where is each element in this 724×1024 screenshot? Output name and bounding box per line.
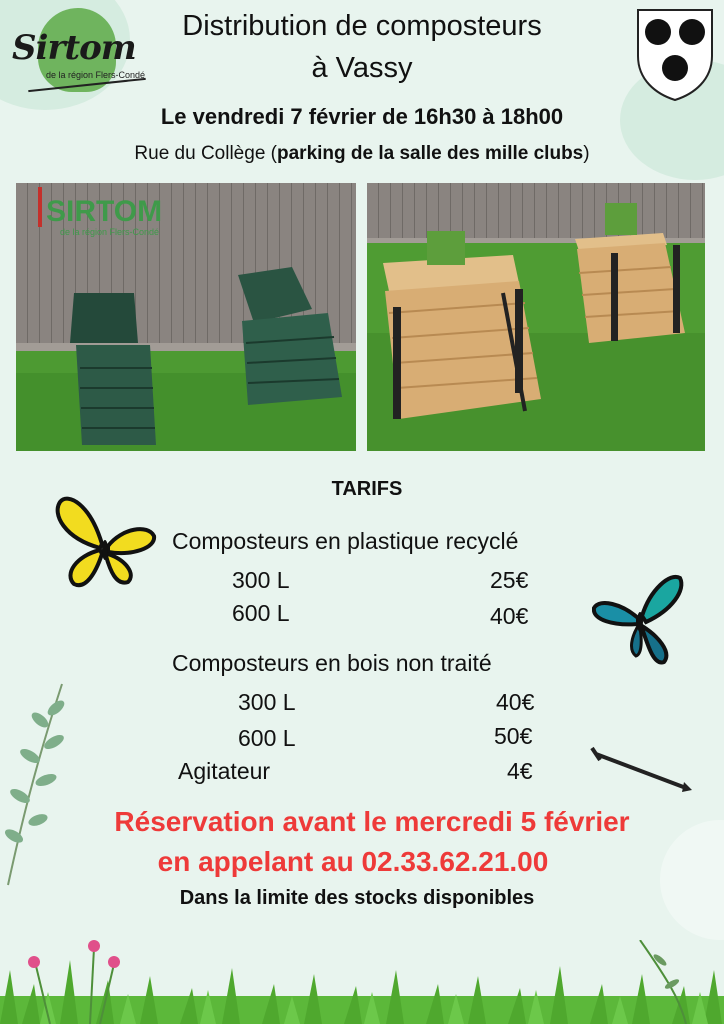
wood-row-2-size: 600 L xyxy=(238,725,296,751)
logo-subtitle: de la région Flers-Condé xyxy=(46,70,146,80)
wood-row-1-size: 300 L xyxy=(238,689,296,715)
plastic-row-2-size: 600 L xyxy=(232,600,290,626)
category-wood-label: Composteurs en bois non traité xyxy=(172,650,492,676)
agitator-icon xyxy=(590,746,694,796)
blue-butterfly-icon xyxy=(592,570,688,668)
page-title-line2: à Vassy xyxy=(311,52,413,84)
grass-footer xyxy=(0,940,724,1024)
photo-sign-subtext: de la région Flers-Condé xyxy=(60,227,160,237)
plastic-row-2-price: 40€ xyxy=(490,603,529,629)
address-prefix: Rue du Collège ( xyxy=(134,143,277,164)
reservation-phone: en appelant au 02.33.62.21.00 xyxy=(157,846,549,877)
tarifs-heading: TARIFS xyxy=(331,478,403,500)
wood-row-3-price: 4€ xyxy=(507,758,533,784)
logo-wordmark: Sirtom xyxy=(12,28,136,68)
wood-row-2-price: 50€ xyxy=(494,723,533,749)
event-date: Le vendredi 7 février de 16h30 à 18h00 xyxy=(160,104,564,129)
category-plastic-label: Composteurs en plastique recyclé xyxy=(172,528,519,554)
plastic-row-1-price: 25€ xyxy=(490,567,529,593)
page-title-line1: Distribution de composteurs xyxy=(182,10,542,42)
wood-row-3-size: Agitateur xyxy=(178,758,271,784)
photo-plastic-composters xyxy=(16,183,356,451)
photo-wood-composters xyxy=(367,183,705,451)
address-suffix: ) xyxy=(583,143,590,164)
yellow-butterfly-icon xyxy=(50,494,160,590)
photo-sign-text: SIRTOM xyxy=(46,195,163,228)
sirtom-logo xyxy=(8,8,150,98)
reservation-deadline: Réservation avant le mercredi 5 février xyxy=(114,806,630,837)
event-address xyxy=(0,143,724,165)
plastic-row-1-size: 300 L xyxy=(232,567,290,593)
background-blob xyxy=(660,820,724,940)
wood-row-1-price: 40€ xyxy=(496,689,535,715)
address-bold: parking de la salle des mille clubs xyxy=(277,143,584,164)
coat-of-arms-icon xyxy=(634,6,716,102)
stock-note: Dans la limite des stocks disponibles xyxy=(179,887,535,909)
